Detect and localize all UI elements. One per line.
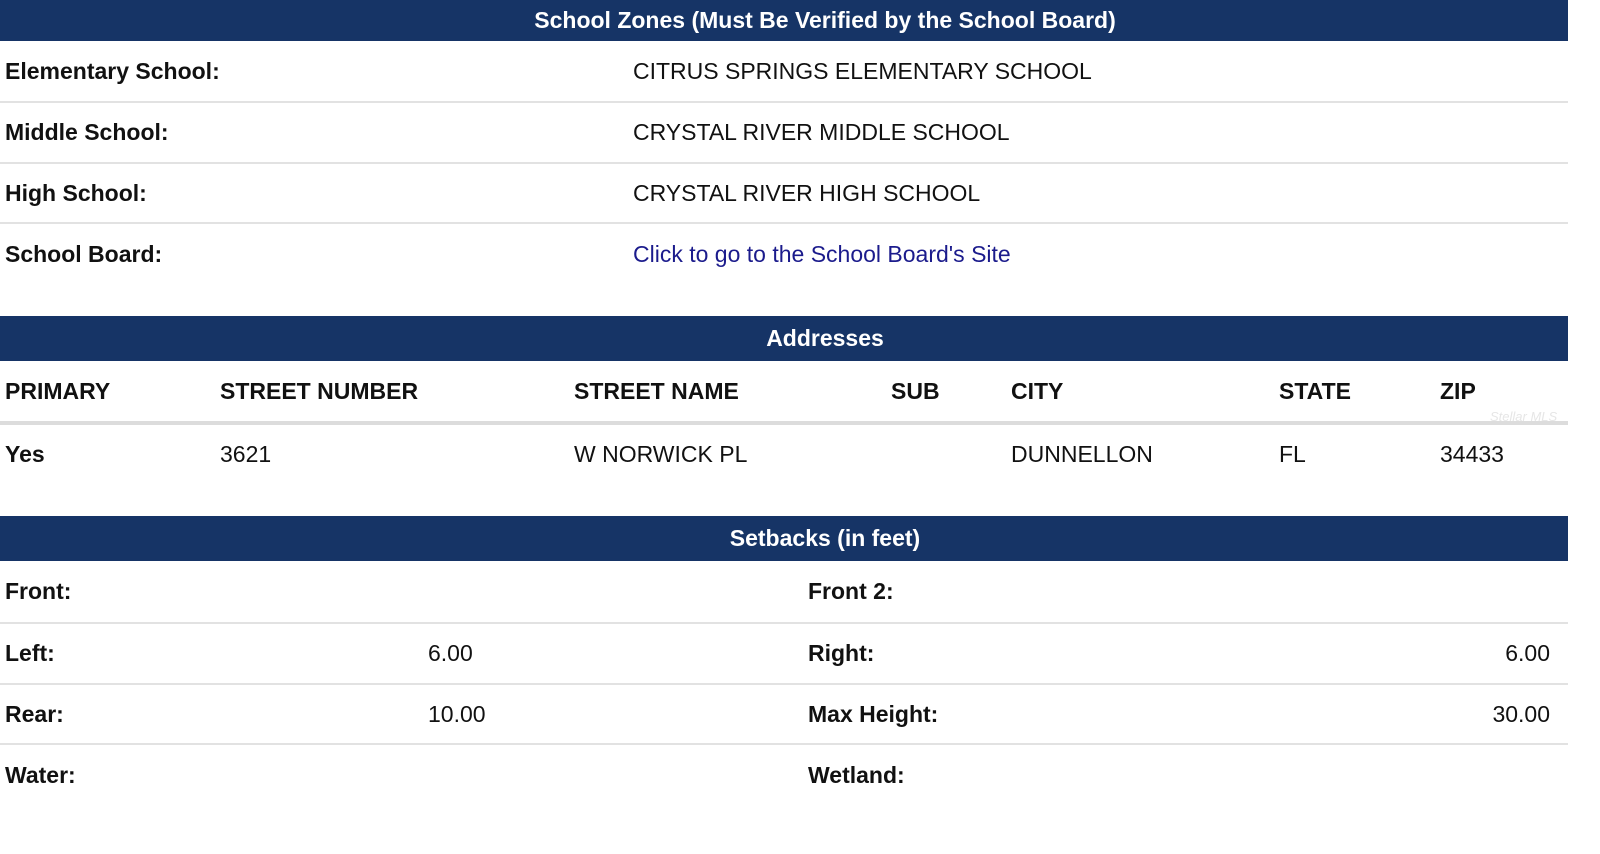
column-header-street-number: STREET NUMBER — [220, 377, 419, 404]
column-header-street-name: STREET NAME — [574, 377, 739, 404]
setback-row-front — [0, 561, 1568, 624]
setback-row-water — [0, 745, 1568, 805]
school-board-label: School Board: — [5, 240, 163, 267]
setback-max-height-label: Max Height: — [808, 700, 939, 727]
high-school-row — [0, 164, 1568, 224]
setback-front2-label: Front 2: — [808, 578, 894, 604]
school-zones-header — [0, 0, 1568, 41]
elementary-school-value: CITRUS SPRINGS ELEMENTARY SCHOOL — [633, 57, 1092, 84]
middle-school-row — [0, 103, 1568, 164]
high-school-value: CRYSTAL RIVER HIGH SCHOOL — [633, 179, 981, 206]
column-header-city: CITY — [1011, 377, 1064, 404]
column-header-zip: ZIP — [1440, 377, 1476, 404]
setback-rear-label: Rear: — [5, 700, 64, 727]
setback-row-left — [0, 624, 1568, 685]
high-school-label: High School: — [5, 179, 147, 206]
address-street-number: 3621 — [220, 440, 272, 467]
address-zip: 34433 — [1440, 440, 1504, 467]
address-street-name: W NORWICK PL — [574, 440, 748, 467]
addresses-column-headers — [0, 361, 1568, 425]
address-primary: Yes — [5, 440, 45, 467]
elementary-school-row — [0, 41, 1568, 103]
column-header-state: STATE — [1279, 377, 1351, 404]
setback-right-label: Right: — [808, 640, 875, 666]
addresses-header — [0, 316, 1568, 361]
setback-row-rear — [0, 685, 1568, 745]
setbacks-title: Setbacks (in feet) — [729, 525, 921, 551]
setback-wetland-label: Wetland: — [808, 761, 905, 788]
middle-school-value: CRYSTAL RIVER MIDDLE SCHOOL — [633, 119, 1010, 145]
watermark: Stellar MLS — [1490, 409, 1558, 424]
setback-right-value: 6.00 — [1505, 640, 1550, 666]
elementary-school-label: Elementary School: — [5, 57, 220, 84]
school-board-row — [0, 224, 1568, 284]
middle-school-label: Middle School: — [5, 119, 169, 145]
column-header-sub: SUB — [891, 377, 940, 404]
table-row — [0, 425, 1568, 483]
school-board-link[interactable]: Click to go to the School Board's Site — [633, 240, 1011, 267]
address-city: DUNNELLON — [1011, 440, 1153, 467]
setback-max-height-value: 30.00 — [1492, 700, 1550, 727]
setbacks-header — [0, 516, 1568, 561]
address-state: FL — [1279, 440, 1306, 467]
setback-front-label: Front: — [5, 578, 72, 604]
school-zones-title: School Zones (Must Be Verified by the School Board) — [534, 7, 1116, 33]
setback-rear-value: 10.00 — [428, 700, 486, 727]
setback-left-value: 6.00 — [428, 640, 473, 666]
setback-left-label: Left: — [5, 640, 55, 666]
addresses-title: Addresses — [766, 325, 884, 351]
setback-water-label: Water: — [5, 761, 76, 788]
column-header-primary: PRIMARY — [5, 377, 111, 404]
